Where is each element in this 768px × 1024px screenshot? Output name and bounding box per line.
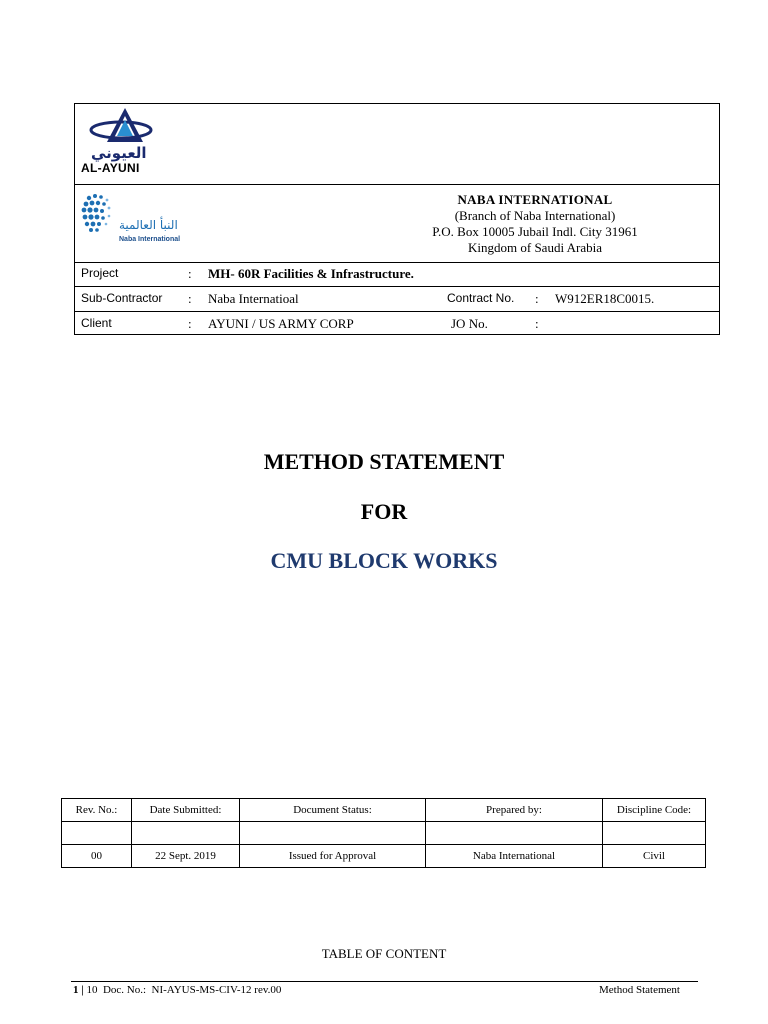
doc-no-label: Doc. No.: (102, 984, 147, 996)
table-cell (62, 822, 132, 845)
company-info (375, 192, 695, 256)
client-row (75, 312, 719, 335)
client-value: AYUNI / US ARMY CORP (208, 316, 354, 331)
page-footer-left (73, 984, 281, 996)
revision-table (61, 798, 706, 868)
contract-label: Contract No. (447, 291, 515, 305)
subcontractor-label: Sub-Contractor (81, 291, 163, 305)
document-title: METHOD STATEMENT (263, 449, 505, 474)
page-number: 1 (73, 984, 79, 996)
naba-globe-icon (79, 190, 121, 240)
table-cell (240, 822, 426, 845)
doc-no-value: NI-AYUS-MS-CIV-12 rev.00 (151, 984, 282, 996)
subcontractor-colon: : (188, 291, 192, 306)
naba-logo-arabic: النبأ العالمية (119, 218, 178, 232)
client-label: Client (81, 316, 112, 330)
date-submitted-cell: 22 Sept. 2019 (132, 845, 240, 868)
subcontractor-value: Naba Internatioal (208, 291, 299, 306)
table-cell (603, 822, 706, 845)
company-address: P.O. Box 10005 Jubail Indl. City 31961 (432, 224, 638, 239)
page-separator: | (81, 984, 84, 996)
ayuni-logo-latin: AL-AYUNI (81, 161, 140, 175)
document-status-cell: Issued for Approval (240, 845, 426, 868)
project-colon: : (188, 266, 192, 281)
discipline-code-cell: Civil (603, 845, 706, 868)
ayuni-logo-row (75, 104, 719, 185)
date-submitted-header: Date Submitted: (132, 799, 240, 822)
document-title-for: FOR (360, 499, 408, 524)
jo-label: JO No. (451, 316, 488, 331)
subcontractor-row (75, 287, 719, 312)
company-country: Kingdom of Saudi Arabia (468, 240, 602, 255)
revision-header-row (62, 799, 706, 822)
company-row (75, 184, 719, 263)
jo-colon: : (535, 316, 539, 331)
rev-no-cell: 00 (62, 845, 132, 868)
project-label: Project (81, 266, 119, 280)
document-subject: CMU BLOCK WORKS (270, 548, 498, 573)
page-footer-right: Method Statement (599, 984, 680, 996)
table-of-content-heading: TABLE OF CONTENT (321, 946, 447, 961)
project-row (75, 262, 719, 287)
ayuni-mark-icon (81, 106, 161, 146)
revision-empty-row (62, 822, 706, 845)
footer-divider (71, 981, 698, 982)
revision-row (62, 845, 706, 868)
discipline-code-header: Discipline Code: (603, 799, 706, 822)
naba-logo-latin: Naba International (119, 236, 181, 243)
table-cell (426, 822, 603, 845)
document-status-header: Document Status: (240, 799, 426, 822)
contract-colon: : (535, 291, 539, 306)
prepared-by-header: Prepared by: (426, 799, 603, 822)
project-value: MH- 60R Facilities & Infrastructure. (208, 266, 414, 281)
company-name: NABA INTERNATIONAL (457, 192, 613, 207)
table-cell (132, 822, 240, 845)
page-total: 10 (86, 984, 98, 996)
contract-value: W912ER18C0015. (555, 291, 655, 306)
prepared-by-cell: Naba International (426, 845, 603, 868)
company-branch: (Branch of Naba International) (454, 208, 616, 223)
rev-no-header: Rev. No.: (62, 799, 132, 822)
ayuni-logo-arabic: العيوني (91, 144, 147, 162)
document-header (74, 103, 720, 335)
client-colon: : (188, 316, 192, 331)
